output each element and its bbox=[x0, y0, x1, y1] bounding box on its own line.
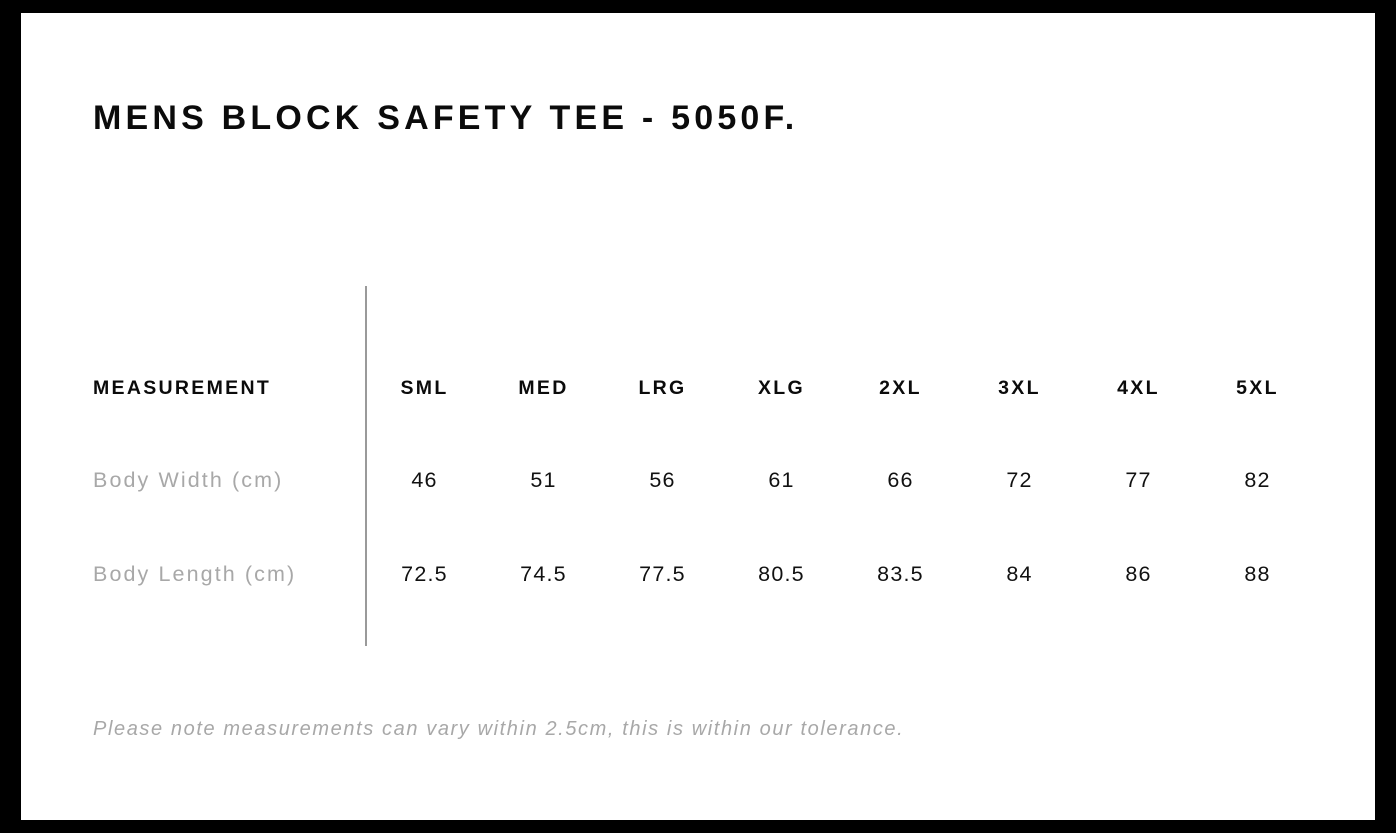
table-cell: 80.5 bbox=[758, 561, 805, 586]
table-row bbox=[93, 433, 1317, 527]
table-header-row bbox=[93, 343, 1317, 433]
table-cell: 72 bbox=[1006, 467, 1033, 492]
table-cell: 74.5 bbox=[520, 561, 567, 586]
table-cell: 88 bbox=[1244, 561, 1271, 586]
size-chart-card bbox=[21, 13, 1375, 820]
table-cell: 77.5 bbox=[639, 561, 686, 586]
column-header-size: 5XL bbox=[1236, 376, 1279, 399]
table-cell: 56 bbox=[649, 467, 676, 492]
column-header-size: SML bbox=[400, 376, 449, 399]
table-cell: 46 bbox=[411, 467, 438, 492]
table-cell: 84 bbox=[1006, 561, 1033, 586]
tolerance-note: Please note measurements can vary within 2.5cm, this is within our tolerance. bbox=[93, 718, 905, 740]
table-cell: 82 bbox=[1244, 467, 1271, 492]
row-label: Body Length (cm) bbox=[93, 561, 297, 586]
column-header-measurement: MEASUREMENT bbox=[93, 376, 272, 399]
table-cell: 61 bbox=[768, 467, 795, 492]
size-chart-table bbox=[93, 343, 1317, 621]
table-cell: 66 bbox=[887, 467, 914, 492]
table-cell: 83.5 bbox=[877, 561, 924, 586]
page-title: MENS BLOCK SAFETY TEE - 5050F. bbox=[93, 99, 799, 137]
column-header-size: 4XL bbox=[1117, 376, 1160, 399]
column-header-size: LRG bbox=[638, 376, 687, 399]
table-row bbox=[93, 527, 1317, 621]
table-cell: 72.5 bbox=[401, 561, 448, 586]
column-header-size: 2XL bbox=[879, 376, 922, 399]
column-header-size: 3XL bbox=[998, 376, 1041, 399]
table-cell: 86 bbox=[1125, 561, 1152, 586]
table-cell: 51 bbox=[530, 467, 557, 492]
column-header-size: MED bbox=[518, 376, 569, 399]
column-header-size: XLG bbox=[758, 376, 805, 399]
table-cell: 77 bbox=[1125, 467, 1152, 492]
row-label: Body Width (cm) bbox=[93, 467, 284, 492]
